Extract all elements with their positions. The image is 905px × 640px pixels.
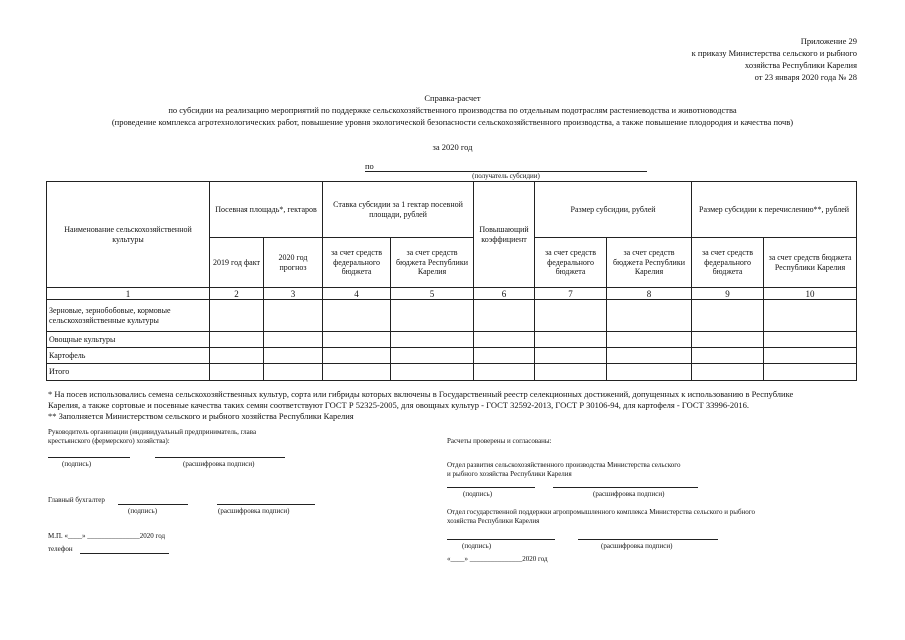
table-cell[interactable] <box>323 300 391 332</box>
table-cell[interactable] <box>474 300 535 332</box>
row-label-vegetables: Овощные культуры <box>47 332 210 348</box>
header-crop-name: Наименование сельскохозяйственной культуры <box>47 182 210 288</box>
dept2-decode-caption: (расшифровка подписи) <box>601 542 673 550</box>
document-title: Справка-расчет <box>424 93 481 103</box>
footnote-seeds: * На посев использовались семена сельскохозяйственных культур, сорта или гибриды которых включены в Государственный реестр селекционных достижений, допущенных к использованию в Республике <box>48 389 794 399</box>
table-cell[interactable] <box>535 364 607 381</box>
table-cell[interactable] <box>535 332 607 348</box>
accountant-label: Главный бухгалтер <box>48 496 105 504</box>
table-cell[interactable] <box>474 348 535 364</box>
dept2-label: Отдел государственной поддержки агропромышленного комплекса Министерства сельского и рыбного <box>447 508 755 516</box>
table-cell[interactable] <box>607 300 692 332</box>
recipient-caption: (получатель субсидии) <box>472 172 540 180</box>
stamp-date: М.П. «____» _______________2020 год <box>48 532 166 540</box>
column-number: 5 <box>391 288 474 300</box>
table-cell[interactable] <box>323 348 391 364</box>
table-cell[interactable] <box>764 364 857 381</box>
column-number: 6 <box>474 288 535 300</box>
row-label-grain: Зерновые, зернобобовые, кормовые сельскохозяйственные культуры <box>47 300 210 332</box>
table-row <box>47 332 857 348</box>
header-rate-federal: за счет средств федерального бюджета <box>323 238 391 288</box>
recipient-prefix: по <box>365 161 374 171</box>
table-cell[interactable] <box>210 348 264 364</box>
column-number-row <box>47 288 857 300</box>
footnote-seeds-cont: Карелия, а также сортовые и посевные качества таких семян соответствуют ГОСТ Р 52325-2005, для овощных культур - ГОСТ 32592-2013, ГОСТ Р 30106-94, для картофеля - ГОСТ 33996-2016. <box>48 400 750 410</box>
column-number: 4 <box>323 288 391 300</box>
head-decode-caption: (расшифровка подписи) <box>183 460 255 468</box>
subsidy-table <box>46 181 857 381</box>
head-signature-caption: (подпись) <box>62 460 92 468</box>
header-transfer-karelia: за счет средств бюджета Республики Карелия <box>764 238 857 288</box>
header-amount: Размер субсидии, рублей <box>535 182 692 238</box>
table-cell[interactable] <box>264 364 323 381</box>
table-row <box>47 364 857 381</box>
table-cell[interactable] <box>764 332 857 348</box>
dept2-decode-line[interactable] <box>578 539 718 540</box>
header-amount-karelia: за счет средств бюджета Республики Карелия <box>607 238 692 288</box>
table-cell[interactable] <box>692 348 764 364</box>
head-decode-line[interactable] <box>155 457 285 458</box>
table-cell[interactable] <box>764 300 857 332</box>
table-cell[interactable] <box>210 300 264 332</box>
table-cell[interactable] <box>210 332 264 348</box>
table-cell[interactable] <box>210 364 264 381</box>
head-label-cont: крестьянского (фермерского) хозяйства): <box>48 437 170 445</box>
header-rate-karelia: за счет средств бюджета Республики Карелия <box>391 238 474 288</box>
table-cell[interactable] <box>535 348 607 364</box>
table-cell[interactable] <box>391 348 474 364</box>
header-coefficient: Повышающий коэффициент <box>474 182 535 288</box>
table-cell[interactable] <box>607 348 692 364</box>
column-number: 1 <box>47 288 210 300</box>
header-amount-federal: за счет средств федерального бюджета <box>535 238 607 288</box>
column-number: 3 <box>264 288 323 300</box>
table-row <box>47 348 857 364</box>
table-cell[interactable] <box>391 364 474 381</box>
appendix-ministry: хозяйства Республики Карелия <box>744 60 857 70</box>
table-cell[interactable] <box>474 364 535 381</box>
dept1-signature-line[interactable] <box>447 487 535 488</box>
table-cell[interactable] <box>323 332 391 348</box>
appendix-date: от 23 января 2020 года № 28 <box>754 72 857 82</box>
head-signature-line[interactable] <box>48 457 130 458</box>
header-area-2019: 2019 год факт <box>210 238 264 288</box>
table-cell[interactable] <box>692 364 764 381</box>
dept1-label: Отдел развития сельскохозяйственного производства Министерства сельского <box>447 461 681 469</box>
table-cell[interactable] <box>391 332 474 348</box>
column-number: 2 <box>210 288 264 300</box>
accountant-decode-line[interactable] <box>217 504 315 505</box>
header-transfer-federal: за счет средств федерального бюджета <box>692 238 764 288</box>
header-area-2020: 2020 год прогноз <box>264 238 323 288</box>
dept1-decode-caption: (расшифровка подписи) <box>593 490 665 498</box>
table-cell[interactable] <box>323 364 391 381</box>
footnote-ministry: ** Заполняется Министерством сельского и рыбного хозяйства Республики Карелия <box>48 411 354 421</box>
table-cell[interactable] <box>391 300 474 332</box>
table-cell[interactable] <box>264 348 323 364</box>
header-area: Посевная площадь*, гектаров <box>210 182 323 238</box>
table-cell[interactable] <box>764 348 857 364</box>
phone-label: телефон <box>48 545 73 553</box>
header-transfer: Размер субсидии к перечислению**, рублей <box>692 182 857 238</box>
checked-label: Расчеты проверены и согласованы: <box>447 437 552 445</box>
row-label-potatoes: Картофель <box>47 348 210 364</box>
table-cell[interactable] <box>607 364 692 381</box>
column-number: 9 <box>692 288 764 300</box>
table-cell[interactable] <box>535 300 607 332</box>
document-subtitle: по субсидии на реализацию мероприятий по поддержке сельскохозяйственного производства по отдельным подотраслям растениеводства и животноводства <box>168 105 737 115</box>
table-cell[interactable] <box>607 332 692 348</box>
phone-line[interactable] <box>80 553 169 554</box>
dept1-decode-line[interactable] <box>553 487 698 488</box>
accountant-signature-caption: (подпись) <box>128 507 158 515</box>
row-label-total: Итого <box>47 364 210 381</box>
accountant-signature-line[interactable] <box>118 504 188 505</box>
table-row <box>47 300 857 332</box>
appendix-number: Приложение 29 <box>800 36 857 46</box>
table-cell[interactable] <box>264 300 323 332</box>
appendix-order: к приказу Министерства сельского и рыбного <box>691 48 857 58</box>
report-year: за 2020 год <box>432 142 473 152</box>
table-cell[interactable] <box>264 332 323 348</box>
accountant-decode-caption: (расшифровка подписи) <box>218 507 290 515</box>
document-subtitle-note: (проведение комплекса агротехнологических работ, повышение уровня экологической безопасности сельскохозяйственного производства, а также повышение плодородия и качества почв) <box>111 117 794 127</box>
column-number: 8 <box>607 288 692 300</box>
dept2-signature-caption: (подпись) <box>462 542 492 550</box>
dept2-label-cont: хозяйства Республики Карелия <box>447 517 540 525</box>
header-rate: Ставка субсидии за 1 гектар посевной площади, рублей <box>323 182 474 238</box>
table-cell[interactable] <box>692 300 764 332</box>
column-number: 7 <box>535 288 607 300</box>
head-label: Руководитель организации (индивидуальный предприниматель, глава <box>48 428 257 436</box>
dept1-signature-caption: (подпись) <box>463 490 493 498</box>
table-cell[interactable] <box>692 332 764 348</box>
dept1-label-cont: и рыбного хозяйства Республики Карелия <box>447 470 572 478</box>
date-right: «____» _______________2020 год <box>447 555 548 563</box>
table-cell[interactable] <box>474 332 535 348</box>
column-number: 10 <box>764 288 857 300</box>
dept2-signature-line[interactable] <box>447 539 555 540</box>
